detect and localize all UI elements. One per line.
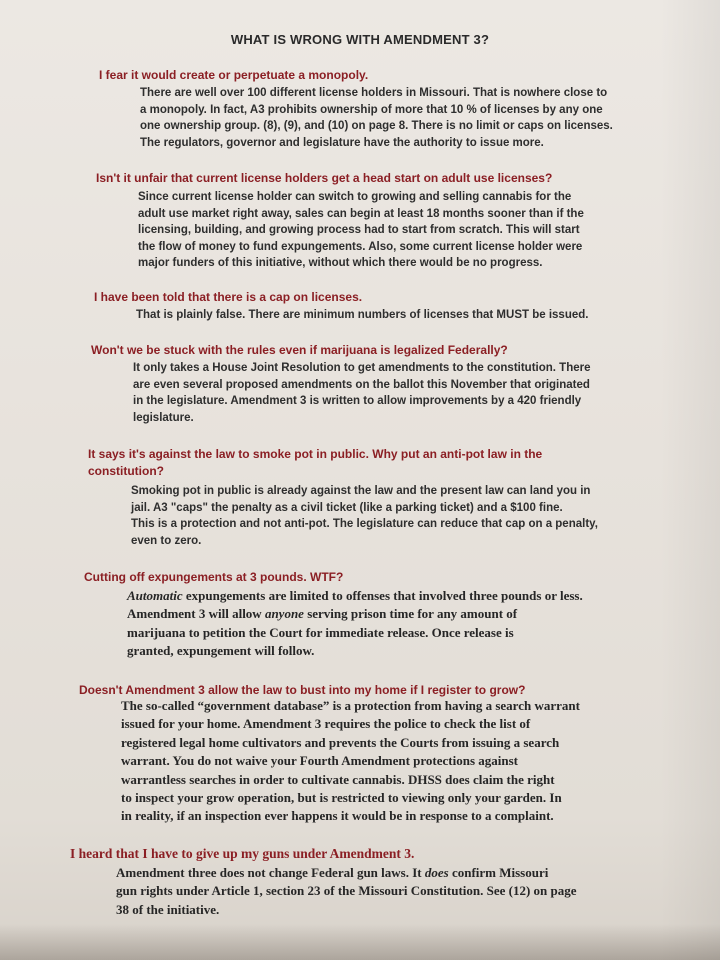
answer-line: granted, expungement will follow.	[127, 643, 315, 659]
answer-line: There are well over 100 different license holders in Missouri. That is nowhere close to	[140, 87, 608, 99]
question-line: constitution?	[88, 464, 164, 478]
question-home-search: Doesn't Amendment 3 allow the law to bust into my home if I register to grow?	[79, 683, 526, 697]
answer-line: jail. A3 "caps" the penalty as a civil ticket (like a parking ticket) and a $100 fine.	[131, 501, 563, 514]
question-license-cap: I have been told that there is a cap on licenses.	[94, 290, 363, 304]
answer-line: issued for your home. Amendment 3 requires the police to check the list of	[121, 716, 531, 732]
answer-federal-legalization	[133, 360, 591, 426]
page-bottom-edge	[0, 924, 720, 960]
answer-line: licensing, building, and growing process had to start from scratch. This will start	[138, 224, 580, 237]
answer-line: even to zero.	[131, 534, 202, 547]
answer-line: marijuana to petition the Court for immediate release. Once release is	[127, 624, 514, 640]
question-guns: I heard that I have to give up my guns under Amendment 3.	[70, 846, 415, 861]
answer-home-search	[121, 697, 580, 826]
answer-text: serving prison time for any amount of	[303, 606, 518, 622]
answer-line: It only takes a House Joint Resolution to get amendments to the constitution. There	[133, 362, 591, 374]
answer-line: are even several proposed amendments on the ballot this November that originated	[133, 378, 590, 391]
answer-line: one ownership group. (8), (9), and (10) on page 8. There is no limit or caps on licenses.	[140, 120, 613, 133]
answer-line: That is plainly false. There are minimum numbers of licenses that MUST be issued.	[136, 309, 589, 321]
question-monopoly: I fear it would create or perpetuate a monopoly.	[99, 68, 369, 82]
answer-monopoly	[140, 85, 613, 151]
answer-public-smoking	[131, 483, 598, 549]
answer-head-start	[138, 189, 584, 272]
answer-line: Since current license holder can switch to growing and selling cannabis for the	[138, 191, 572, 203]
emphasis: anyone	[264, 606, 304, 622]
answer-line: a monopoly. In fact, A3 prohibits ownership of more that 10 % of licenses by any one	[140, 103, 603, 116]
answer-line	[127, 587, 583, 605]
emphasis: does	[424, 865, 449, 880]
question-line: It says it's against the law to smoke pot in public. Why put an anti-pot law in the	[88, 447, 543, 461]
answer-line: in reality, if an inspection ever happens it would be in response to a complaint.	[121, 808, 554, 824]
answer-line: gun rights under Article 1, section 23 of the Missouri Constitution. See (12) on page	[116, 883, 577, 899]
answer-line: This is a protection and not anti-pot. The legislature can reduce that cap on a penalty,	[131, 518, 598, 531]
answer-text: confirm Missouri	[448, 865, 549, 880]
answer-line: warrant. You do not waive your Fourth Amendment protections against	[121, 753, 518, 769]
answer-text: Amendment three does not change Federal gun laws. It	[116, 865, 425, 880]
answer-line: Smoking pot in public is already against the law and the present law can land you in	[131, 485, 591, 497]
question-federal-legalization: Won't we be stuck with the rules even if marijuana is legalized Federally?	[91, 343, 508, 357]
answer-line: The so-called “government database” is a protection from having a search warrant	[121, 698, 580, 713]
emphasis: Automatic	[127, 588, 183, 603]
answer-line: the flow of money to fund expungements. Also, some current license holder were	[138, 240, 583, 253]
answer-license-cap	[136, 307, 588, 324]
answer-line	[127, 605, 583, 623]
answer-line	[116, 864, 577, 882]
answer-line: 38 of the initiative.	[116, 901, 220, 917]
answer-text: expungements are limited to offenses that involved three pounds or less.	[182, 588, 583, 603]
answer-line: in the legislature. Amendment 3 is written to allow improvements by a 420 friendly	[133, 395, 582, 408]
answer-line: registered legal home cultivators and prevents the Courts from issuing a search	[121, 734, 560, 750]
question-expungements: Cutting off expungements at 3 pounds. WTF?	[84, 570, 344, 584]
answer-line: major funders of this initiative, without which there would be no progress.	[138, 257, 543, 270]
answer-line: warrantless searches in order to cultivate cannabis. DHSS does claim the right	[121, 771, 555, 787]
answer-guns	[116, 864, 577, 919]
answer-expungements	[127, 587, 583, 661]
question-public-smoking	[88, 446, 542, 480]
question-head-start: Isn't it unfair that current license holders get a head start on adult use licenses?	[96, 171, 553, 185]
answer-line: legislature.	[133, 411, 194, 424]
page-title: WHAT IS WRONG WITH AMENDMENT 3?	[230, 32, 490, 47]
answer-text: Amendment 3 will allow	[127, 606, 265, 622]
page-shadow	[660, 0, 720, 960]
answer-line: adult use market right away, sales can begin at least 18 months sooner than if the	[138, 207, 584, 220]
answer-line: The regulators, governor and legislature have the authority to issue more.	[140, 136, 544, 149]
answer-line: to inspect your grow operation, but is restricted to viewing only your garden. In	[121, 790, 562, 806]
